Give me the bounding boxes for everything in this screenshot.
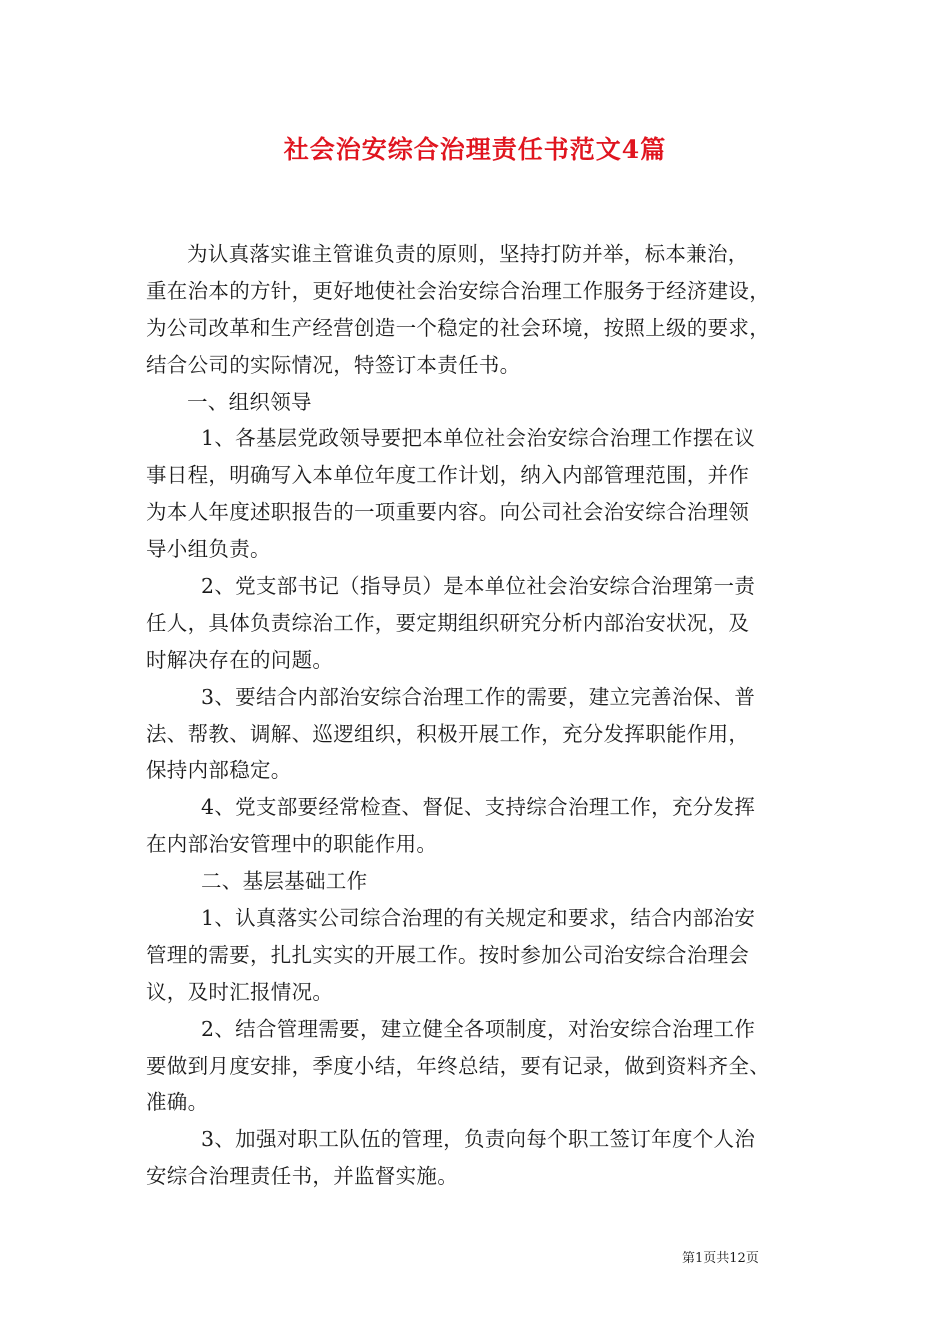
paragraph-line: 为公司改革和生产经营创造一个稳定的社会环境，按照上级的要求， — [146, 315, 770, 340]
page-number: 第1页共12页 — [682, 1251, 759, 1266]
paragraph-line: 3、要结合内部治安综合治理工作的需要，建立完善治保、普 — [201, 684, 756, 709]
paragraph-line: 准确。 — [146, 1090, 209, 1115]
paragraph-line: 议，及时汇报情况。 — [146, 979, 334, 1004]
paragraph-line: 2、结合管理需要，建立健全各项制度，对治安综合治理工作 — [201, 1016, 756, 1041]
paragraph-line: 重在治本的方针，更好地使社会治安综合治理工作服务于经济建设， — [146, 278, 770, 303]
paragraph-line: 安综合治理责任书，并监督实施。 — [146, 1164, 458, 1189]
section-heading: 一、组织领导 — [187, 389, 312, 414]
paragraph-line: 管理的需要，扎扎实实的开展工作。按时参加公司治安综合治理会 — [146, 942, 750, 967]
document-title: 社会治安综合治理责任书范文4篇 — [283, 135, 667, 164]
paragraph-line: 时解决存在的问题。 — [146, 647, 334, 672]
paragraph-line: 任人，具体负责综治工作，要定期组织研究分析内部治安状况，及 — [146, 610, 750, 635]
paragraph-line: 为认真落实谁主管谁负责的原则，坚持打防并举，标本兼治， — [187, 242, 749, 266]
document-body — [146, 236, 811, 1195]
paragraph-line: 法、帮教、调解、巡逻组织，积极开展工作，充分发挥职能作用， — [146, 721, 750, 746]
paragraph-line: 1、认真落实公司综合治理的有关规定和要求，结合内部治安 — [201, 906, 756, 931]
paragraph-line: 2、党支部书记（指导员）是本单位社会治安综合治理第一责 — [201, 574, 756, 599]
paragraph-line: 结合公司的实际情况，特签订本责任书。 — [146, 352, 521, 377]
paragraph-line: 为本人年度述职报告的一项重要内容。向公司社会治安综合治理领 — [146, 500, 750, 525]
paragraph-line: 4、党支部要经常检查、督促、支持综合治理工作，充分发挥 — [201, 795, 756, 820]
paragraph-line: 事日程，明确写入本单位年度工作计划，纳入内部管理范围，并作 — [146, 463, 750, 488]
paragraph-line: 在内部治安管理中的职能作用。 — [146, 832, 438, 857]
paragraph-line: 导小组负责。 — [146, 537, 271, 562]
paragraph-line: 要做到月度安排，季度小结，年终总结，要有记录，做到资料齐全、 — [146, 1053, 770, 1078]
paragraph-line: 1、各基层党政领导要把本单位社会治安综合治理工作摆在议 — [201, 426, 756, 451]
paragraph-line: 3、加强对职工队伍的管理，负责向每个职工签订年度个人治 — [201, 1127, 756, 1152]
section-heading: 二、基层基础工作 — [201, 869, 368, 894]
paragraph-line: 保持内部稳定。 — [146, 758, 292, 783]
